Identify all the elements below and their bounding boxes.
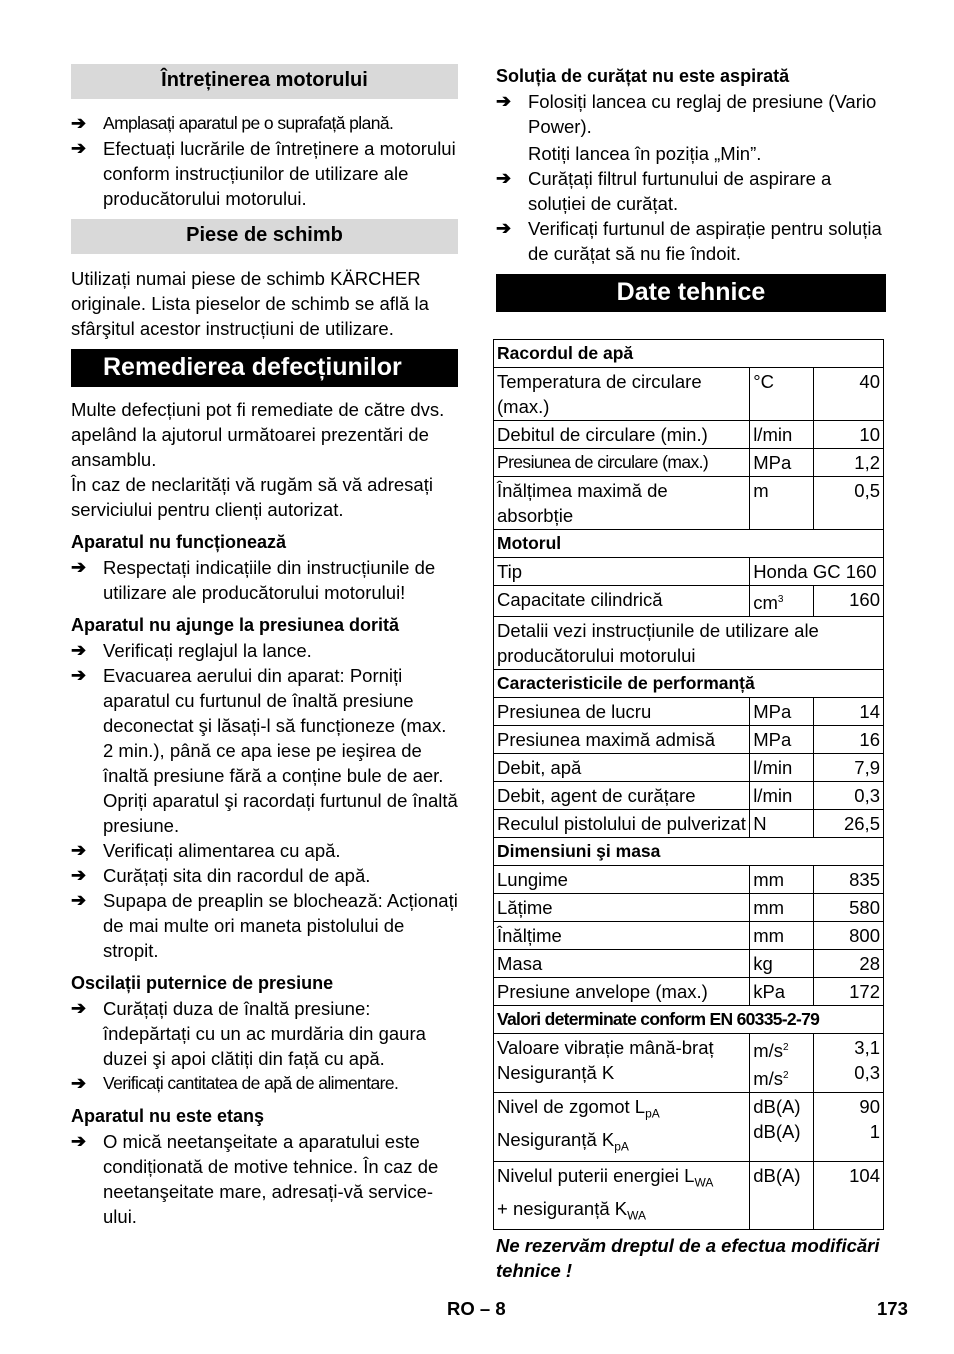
list-item: ➔ Curățați duza de înaltă presiune: îndepărtați cu un ac murdăria din gaura duzei şi apoi clătiți din față cu apă. — [71, 998, 426, 1069]
list-item: ➔ Amplasați aparatul pe o suprafață plană. — [71, 111, 458, 136]
right-column — [496, 64, 886, 322]
page-footer-language: RO – 8 — [447, 1298, 506, 1319]
list-item: ➔ Verificați furtunul de aspirație pentru soluția de curățat să nu fie îndoit. — [496, 218, 882, 264]
list-item: ➔ Folosiți lancea cu reglaj de presiune (Vario Power). — [496, 91, 877, 137]
table-row: Nivelul puterii energiei $L_{WA}$ + nesiguranță $K_{WA}$ dB(A) 104 — [494, 1161, 884, 1229]
troubleshooting-contact: În caz de neclarități vă rugăm să vă adresați serviciului pentru clienți autorizat. — [71, 474, 433, 520]
table-row: Presiune anvelope (max.) kPa 172 — [494, 978, 884, 1006]
arrow-right-icon: ➔ — [71, 640, 87, 660]
table-row: Masa kg 28 — [494, 950, 884, 978]
spare-parts-text: Utilizați numai piese de schimb KÄRCHER originale. Lista pieselor de schimb se află la sfârşitul acestor instrucțiuni de utilizare. — [71, 268, 429, 339]
subheading-oscillations: Oscilații puternice de presiune — [71, 973, 334, 993]
table-row: Caracteristicile de performanță — [494, 670, 884, 698]
list-item-continuation: Rotiți lancea în poziția „Min”. — [528, 143, 762, 164]
list-item: ➔ Verificați reglajul la lance. — [71, 640, 312, 661]
list-item: ➔ Efectuați lucrările de întreținere a motorului conform instrucțiunilor de utilizare ale producătorului motorului. — [71, 138, 456, 209]
table-row: Presiunea maximă admisă MPa 16 — [494, 726, 884, 754]
arrow-right-icon: ➔ — [496, 91, 512, 111]
list-item: ➔ Verificați cantitatea de apă de alimentare. — [71, 1071, 458, 1096]
table-row: Presiunea de lucru MPa 14 — [494, 698, 884, 726]
table-row: Debit, apă l/min 7,9 — [494, 754, 884, 782]
table-row: Temperatura de circulare (max.) °C 40 — [494, 368, 884, 421]
arrow-right-icon: ➔ — [496, 168, 512, 188]
arrow-right-icon: ➔ — [71, 998, 87, 1018]
table-row: Înălțimea maximă de absorbție m 0,5 — [494, 477, 884, 530]
table-row: Nivel de zgomot $L_{pA}$ Nesiguranță $K_{pA}$ dB(A) dB(A) 90 1 — [494, 1093, 884, 1161]
left-column — [71, 64, 458, 1229]
table-row: Dimensiuni şi masa — [494, 838, 884, 866]
table-row: Debit, agent de curățare l/min 0,3 — [494, 782, 884, 810]
arrow-right-icon: ➔ — [71, 865, 87, 885]
table-row: Detalii vezi instrucțiunile de utilizare ale producătorului motorului — [494, 617, 884, 670]
arrow-right-icon: ➔ — [496, 218, 512, 238]
troubleshooting-intro: Multe defecțiuni pot fi remediate de către dvs. apelând la ajutorul următoarei prezentări de ansamblu. — [71, 399, 445, 470]
list-item: ➔ Curățați sita din racordul de apă. — [71, 865, 371, 886]
list-item: ➔ Evacuarea aerului din aparat: Porniți aparatul cu furtunul de înaltă presiune deconectat şi lăsați-l să funcționeze (max. 2 min.), până ce apa iese pe ieşirea de înaltă presiune fără a conține bule de aer. Opriți aparatul şi racordați furtunul de înaltă presiune. — [71, 665, 458, 836]
list-item: ➔ Respectați indicațiile din instrucțiunile de utilizare ale producătorului motorului! — [71, 557, 436, 603]
table-row: Lățime mm 580 — [494, 894, 884, 922]
list-item: ➔ O mică neetanşeitate a aparatului este condiționată de motive tehnice. În caz de neetanşeitate mare, adresați-vă service-ului. — [71, 1131, 439, 1227]
section-title-technical-data: Date tehnice — [496, 274, 886, 312]
section-title-troubleshooting: Remedierea defecțiunilor — [71, 349, 458, 387]
arrow-right-icon: ➔ — [71, 665, 87, 685]
table-row: Capacitate cilindrică $cm^3$ 160 — [494, 586, 884, 617]
table-row: Înălțime mm 800 — [494, 922, 884, 950]
page-number: 173 — [877, 1298, 908, 1319]
section-title-engine-maintenance: Întreținerea motorului — [71, 64, 458, 99]
table-row: Presiunea de circulare (max.) MPa 1,2 — [494, 449, 884, 477]
section-title-spare-parts: Piese de schimb — [71, 219, 458, 254]
table-row: Debitul de circulare (min.) l/min 10 — [494, 421, 884, 449]
arrow-right-icon: ➔ — [71, 840, 87, 860]
table-row: Lungime mm 835 — [494, 866, 884, 894]
subheading-pressure: Aparatul nu ajunge la presiunea dorită — [71, 615, 400, 635]
table-row: Valori determinate conform EN 60335-2-79 — [494, 1006, 884, 1034]
list-item: ➔ Supapa de preaplin se blochează: Acționați de mai multe ori maneta pistolului de stropit. — [71, 890, 458, 961]
arrow-right-icon: ➔ — [71, 138, 87, 158]
table-row: Racordul de apă — [494, 340, 884, 368]
list-item: ➔ Verificați alimentarea cu apă. — [71, 840, 341, 861]
table-row: Reculul pistolului de pulverizat N 26,5 — [494, 810, 884, 838]
arrow-right-icon: ➔ — [71, 113, 86, 133]
table-row: Motorul — [494, 530, 884, 558]
table-row: Tip Honda GC 160 — [494, 558, 884, 586]
technical-data-table — [493, 339, 884, 1230]
subheading-detergent: Soluția de curățat nu este aspirată — [496, 66, 790, 86]
table-row: Valoare vibrație mână-braț Nesiguranță K $m/s^2$ $m/s^2$ 3,1 0,3 — [494, 1034, 884, 1093]
arrow-right-icon: ➔ — [71, 1073, 86, 1093]
list-item: ➔ Curățați filtrul furtunului de aspirare a soluției de curățat. — [496, 168, 832, 214]
subheading-not-sealed: Aparatul nu este etanş — [71, 1106, 265, 1126]
arrow-right-icon: ➔ — [71, 557, 87, 577]
subheading-not-working: Aparatul nu funcționează — [71, 532, 287, 552]
arrow-right-icon: ➔ — [71, 890, 87, 910]
arrow-right-icon: ➔ — [71, 1131, 87, 1151]
technical-changes-note: Ne rezervăm dreptul de a efectua modificări tehnice ! — [496, 1235, 880, 1281]
